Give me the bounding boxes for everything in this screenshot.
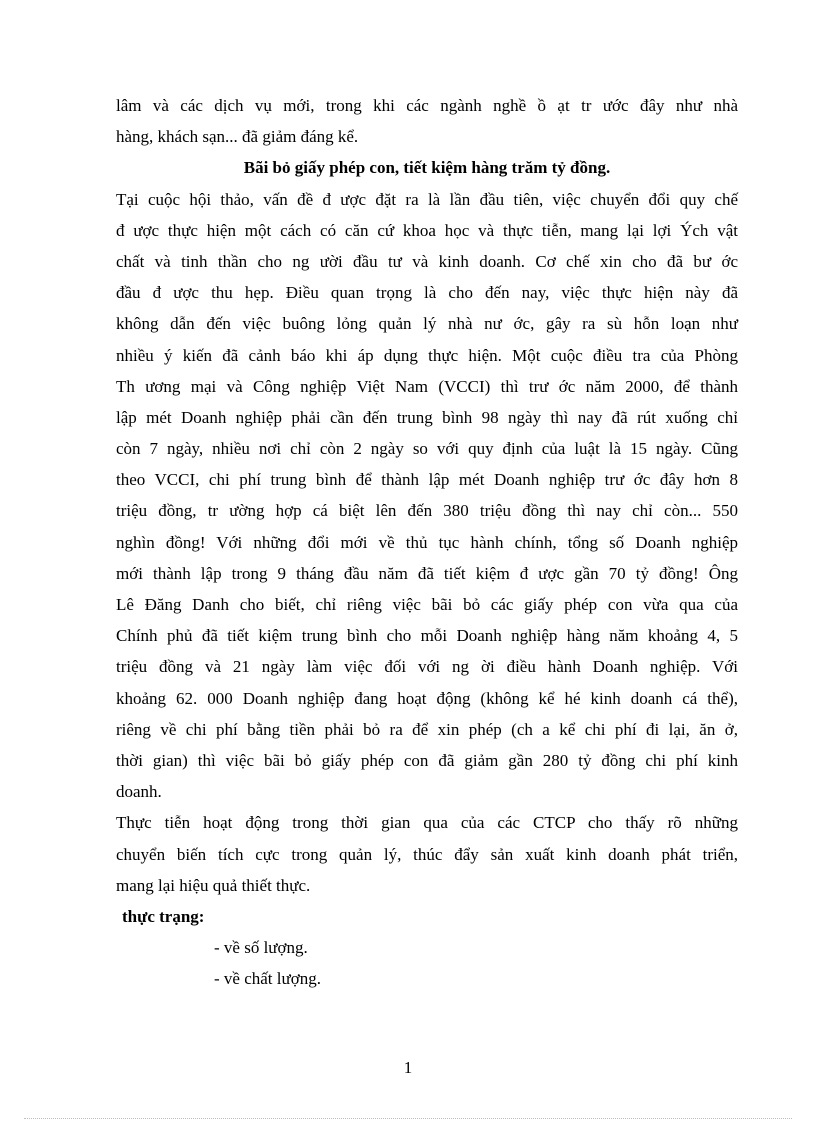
- text-line: đ ược thực hiện một cách có căn cứ khoa học và thực tiễn, mang lại lợi Ých vật: [116, 220, 738, 240]
- text-line: mang lại hiệu quả thiết thực.: [116, 875, 311, 895]
- section-label: thực trạng:: [122, 906, 205, 926]
- text-line: Lê Đăng Danh cho biết, chỉ riêng việc bãi bỏ các giấy phép con vừa qua của: [116, 595, 738, 614]
- text-line: chuyển biến tích cực trong quản lý, thúc đẩy sản xuất kinh doanh phát triển,: [116, 844, 738, 864]
- text-line: còn 7 ngày, nhiều nơi chỉ còn 2 ngày so với quy định của luật là 15 ngày. Cũng: [116, 439, 738, 459]
- text-line: lâm và các dịch vụ mới, trong khi các ngành nghề ồ ạt tr ước đây như nhà: [116, 96, 738, 115]
- text-line: hàng, khách sạn... đã giảm đáng kể.: [116, 127, 359, 147]
- list-item: - về chất lượng.: [214, 969, 321, 989]
- text-line: triệu đồng, tr ường hợp cá biệt lên đến 380 triệu đồng thì nay chỉ còn... 550: [116, 501, 738, 521]
- text-line: Th ương mại và Công nghiệp Việt Nam (VCCI) thì trư ớc năm 2000, để thành: [116, 376, 738, 396]
- list-item: - về số lượng.: [214, 938, 308, 958]
- section-heading: Bãi bỏ giấy phép con, tiết kiệm hàng trăm tỷ đồng.: [243, 158, 611, 178]
- text-line: riêng về chi phí bằng tiền phải bỏ ra để xin phép (ch a kể chi phí đi lại, ăn ở,: [116, 719, 738, 739]
- text-line: Chính phủ đã tiết kiệm trung bình cho mỗi Doanh nghiệp hàng năm khoảng 4, 5: [116, 626, 738, 646]
- text-line: đầu đ ược thu hẹp. Điều quan trọng là cho đến nay, việc thực hiện này đã: [116, 283, 738, 303]
- text-line: khoảng 62. 000 Doanh nghiệp đang hoạt động (không kể hé kinh doanh cá thể),: [116, 688, 738, 708]
- text-line: nhiều ý kiến đã cảnh báo khi áp dụng thực hiện. Một cuộc điều tra của Phòng: [116, 345, 738, 365]
- text-line: Thực tiễn hoạt động trong thời gian qua của các CTCP cho thấy rõ những: [116, 813, 738, 833]
- text-line: Tại cuộc hội thảo, vấn đề đ ược đặt ra là lần đầu tiên, việc chuyển đổi quy chế: [116, 189, 738, 209]
- text-line: thời gian) thì việc bãi bỏ giấy phép con đã giảm gần 280 tỷ đồng chi phí kinh: [116, 750, 738, 770]
- text-line: không dẫn đến việc buông lỏng quản lý nhà nư ớc, gây ra sù hỗn loạn như: [116, 314, 738, 334]
- text-line: triệu đồng và 21 ngày làm việc đối với ng ời điều hành Doanh nghiệp. Với: [116, 657, 738, 677]
- text-line: nghìn đồng! Với những đổi mới về thủ tục hành chính, tổng số Doanh nghiệp: [116, 532, 738, 552]
- text-line: mới thành lập trong 9 tháng đầu năm đã tiết kiệm đ ược gần 70 tỷ đồng! Ông: [116, 563, 738, 583]
- text-line: doanh.: [116, 782, 162, 802]
- page-divider: [24, 1118, 792, 1119]
- page-number: 1: [403, 1058, 413, 1077]
- body-text: [116, 90, 738, 994]
- text-line: theo VCCI, chi phí trung bình để thành lập mét Doanh nghiệp trư ớc đây hơn 8: [116, 470, 738, 490]
- text-line: chất và tinh thần cho ng ười đầu tư và kinh doanh. Cơ chế xin cho đã bư ớc: [116, 251, 738, 271]
- text-line: lập mét Doanh nghiệp phải cần đến trung bình 98 ngày thì nay đã rút xuống chỉ: [116, 407, 738, 427]
